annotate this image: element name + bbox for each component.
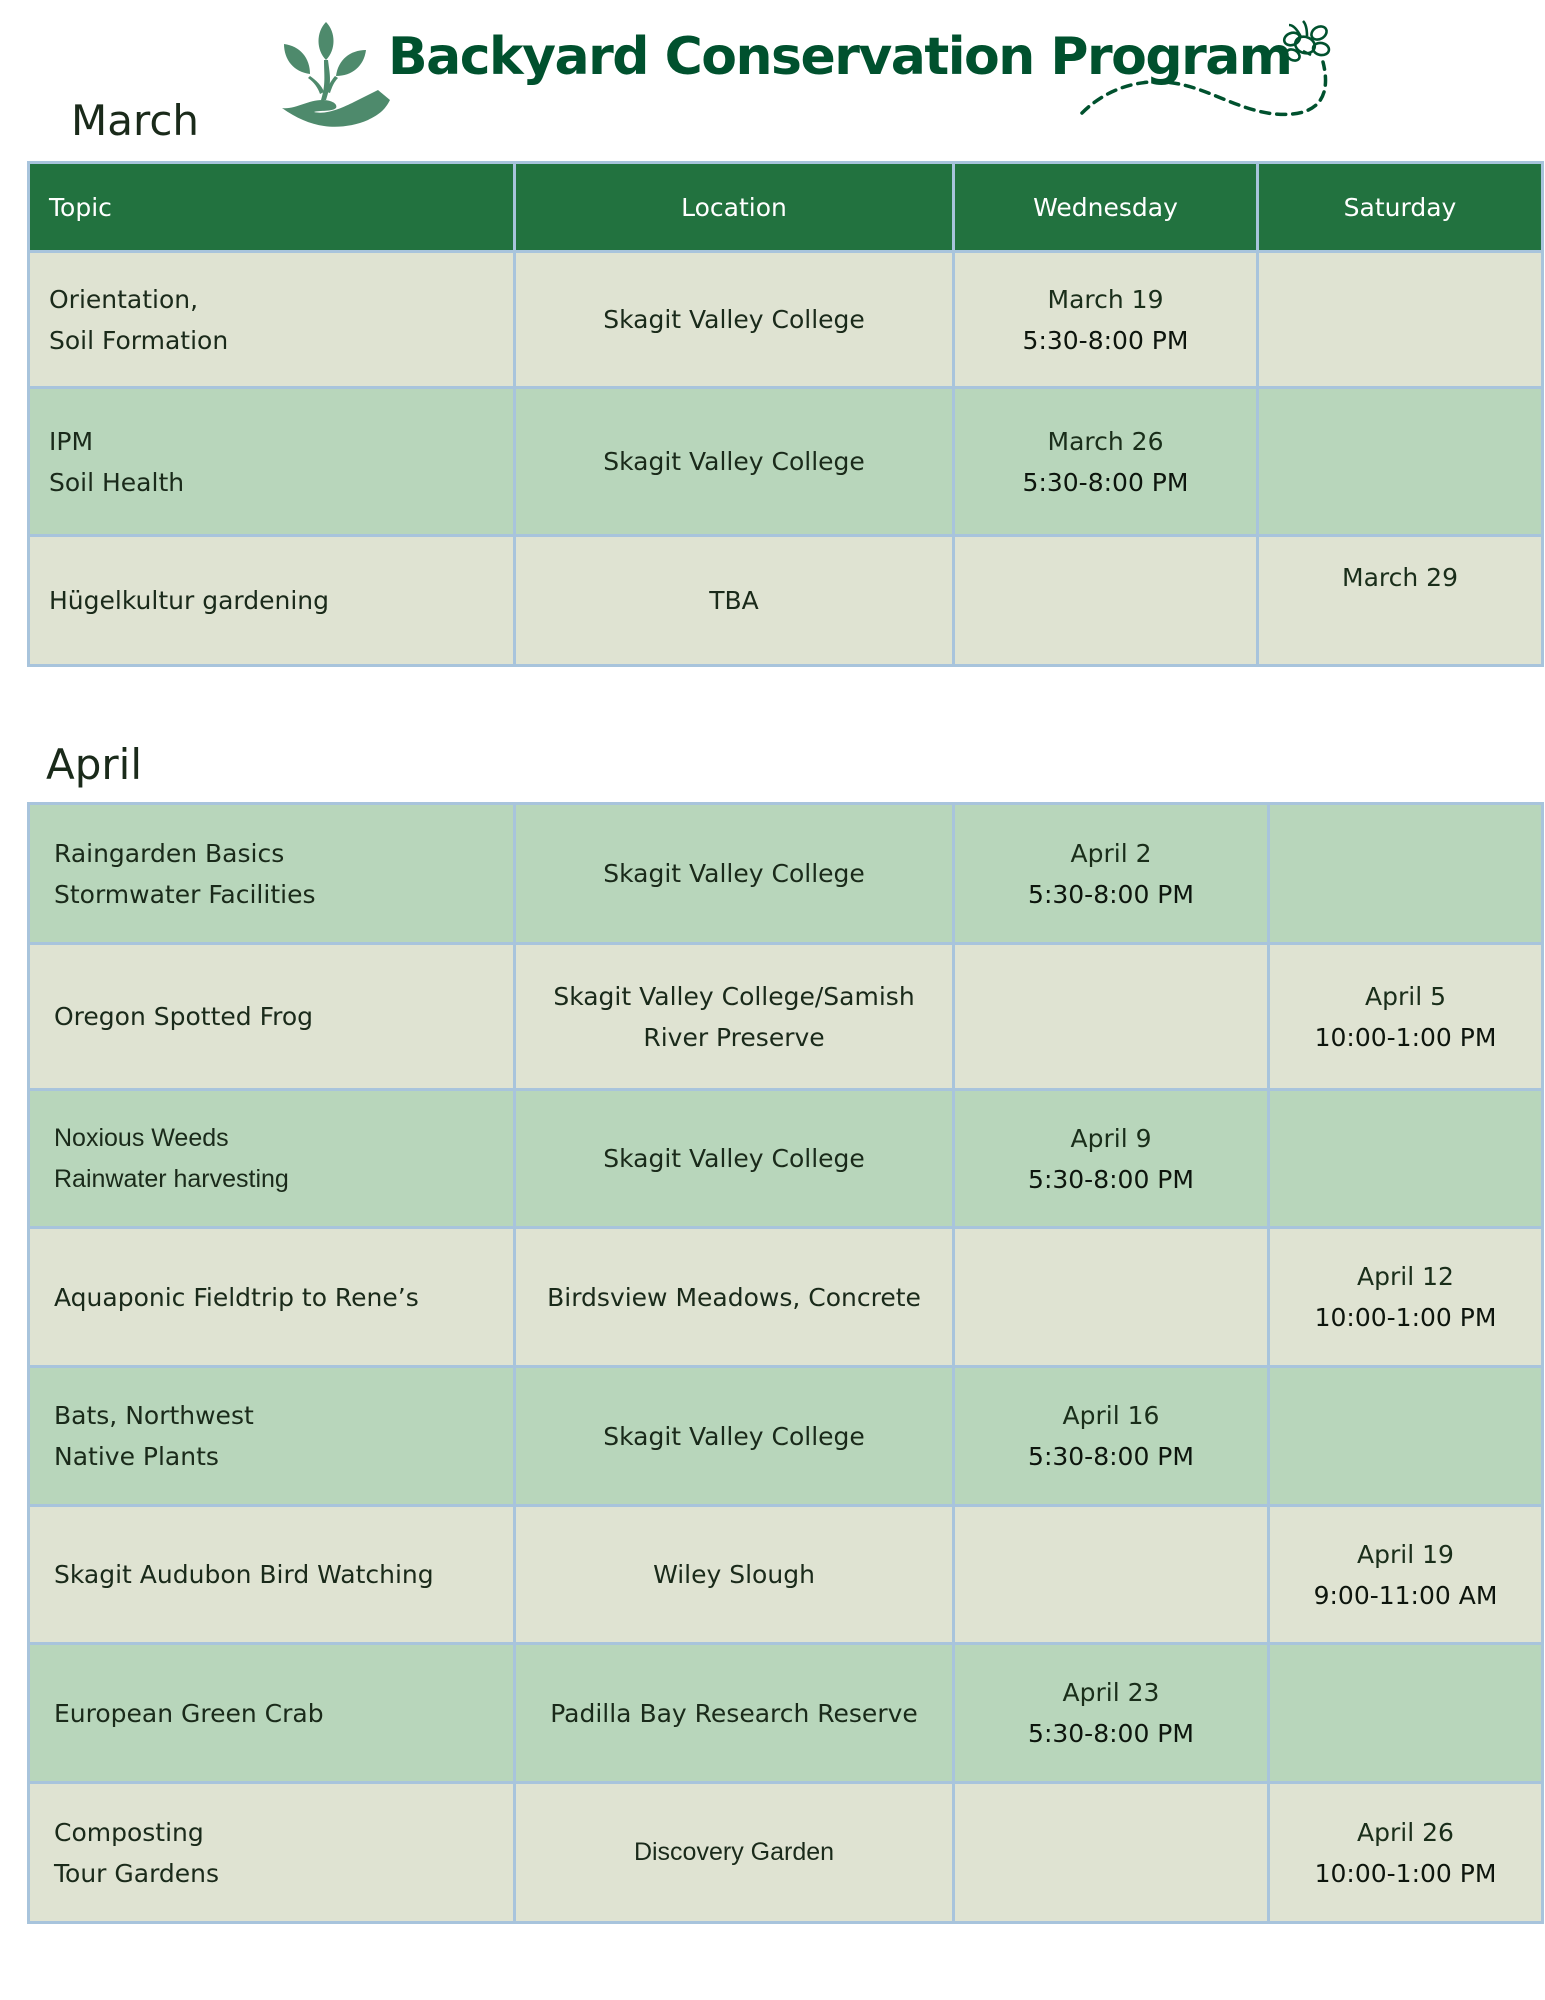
saturday-cell xyxy=(1269,1367,1543,1506)
wednesday-cell: March 19 5:30-8:00 PM xyxy=(954,252,1258,388)
location-cell: Discovery Garden xyxy=(515,1783,954,1923)
table-row xyxy=(29,1367,1543,1506)
column-header-location: Location xyxy=(515,163,954,252)
table-row xyxy=(29,1783,1543,1923)
saturday-cell: April 12 10:00-1:00 PM xyxy=(1269,1228,1543,1367)
table-row xyxy=(29,252,1543,388)
wednesday-cell xyxy=(954,536,1258,666)
wednesday-cell: April 2 5:30-8:00 PM xyxy=(954,804,1269,944)
topic-cell: Composting Tour Gardens xyxy=(29,1783,515,1923)
table-row xyxy=(29,1506,1543,1644)
location-cell: Skagit Valley College xyxy=(515,1367,954,1506)
topic-cell: Hügelkultur gardening xyxy=(29,536,515,666)
table-row xyxy=(29,944,1543,1090)
hand-holding-sprout-icon xyxy=(280,20,392,128)
saturday-cell xyxy=(1269,1644,1543,1783)
wednesday-cell: April 16 5:30-8:00 PM xyxy=(954,1367,1269,1506)
month-heading-march: March xyxy=(71,96,200,145)
wednesday-cell xyxy=(954,1228,1269,1367)
wednesday-cell xyxy=(954,944,1269,1090)
saturday-cell xyxy=(1258,252,1543,388)
topic-cell: Oregon Spotted Frog xyxy=(29,944,515,1090)
wednesday-cell: April 23 5:30-8:00 PM xyxy=(954,1644,1269,1783)
topic-cell: Orientation, Soil Formation xyxy=(29,252,515,388)
column-header-wednesday: Wednesday xyxy=(954,163,1258,252)
wednesday-cell xyxy=(954,1506,1269,1644)
page-title: Backyard Conservation Program xyxy=(388,27,1292,87)
topic-cell: IPM Soil Health xyxy=(29,388,515,536)
saturday-cell: April 5 10:00-1:00 PM xyxy=(1269,944,1543,1090)
table-header-row xyxy=(29,163,1543,252)
saturday-cell xyxy=(1269,804,1543,944)
wednesday-cell: April 9 5:30-8:00 PM xyxy=(954,1090,1269,1228)
location-cell: Skagit Valley College xyxy=(515,804,954,944)
bee-with-dashed-flight-path-icon xyxy=(1075,10,1345,130)
location-cell: Skagit Valley College/Samish River Preserve xyxy=(515,944,954,1090)
column-header-topic: Topic xyxy=(29,163,515,252)
table-row xyxy=(29,536,1543,666)
table-row xyxy=(29,1228,1543,1367)
wednesday-cell: March 26 5:30-8:00 PM xyxy=(954,388,1258,536)
topic-cell: Skagit Audubon Bird Watching xyxy=(29,1506,515,1644)
topic-cell: Bats, Northwest Native Plants xyxy=(29,1367,515,1506)
topic-cell: Aquaponic Fieldtrip to Rene’s xyxy=(29,1228,515,1367)
wednesday-cell xyxy=(954,1783,1269,1923)
saturday-cell: April 19 9:00-11:00 AM xyxy=(1269,1506,1543,1644)
april-schedule-table xyxy=(27,802,1544,1924)
table-row xyxy=(29,1644,1543,1783)
topic-cell: European Green Crab xyxy=(29,1644,515,1783)
topic-cell: Noxious Weeds Rainwater harvesting xyxy=(29,1090,515,1228)
location-cell: Padilla Bay Research Reserve xyxy=(515,1644,954,1783)
location-cell: Skagit Valley College xyxy=(515,388,954,536)
location-cell: Skagit Valley College xyxy=(515,252,954,388)
location-cell: Skagit Valley College xyxy=(515,1090,954,1228)
table-row xyxy=(29,388,1543,536)
saturday-cell xyxy=(1258,388,1543,536)
month-heading-april: April xyxy=(46,740,142,789)
location-cell: Wiley Slough xyxy=(515,1506,954,1644)
location-cell: TBA xyxy=(515,536,954,666)
saturday-cell: April 26 10:00-1:00 PM xyxy=(1269,1783,1543,1923)
location-cell: Birdsview Meadows, Concrete xyxy=(515,1228,954,1367)
table-row xyxy=(29,1090,1543,1228)
column-header-saturday: Saturday xyxy=(1258,163,1543,252)
table-row xyxy=(29,804,1543,944)
march-schedule-table xyxy=(27,161,1544,667)
saturday-cell xyxy=(1269,1090,1543,1228)
topic-cell: Raingarden Basics Stormwater Facilities xyxy=(29,804,515,944)
saturday-cell: March 29 xyxy=(1258,536,1543,666)
